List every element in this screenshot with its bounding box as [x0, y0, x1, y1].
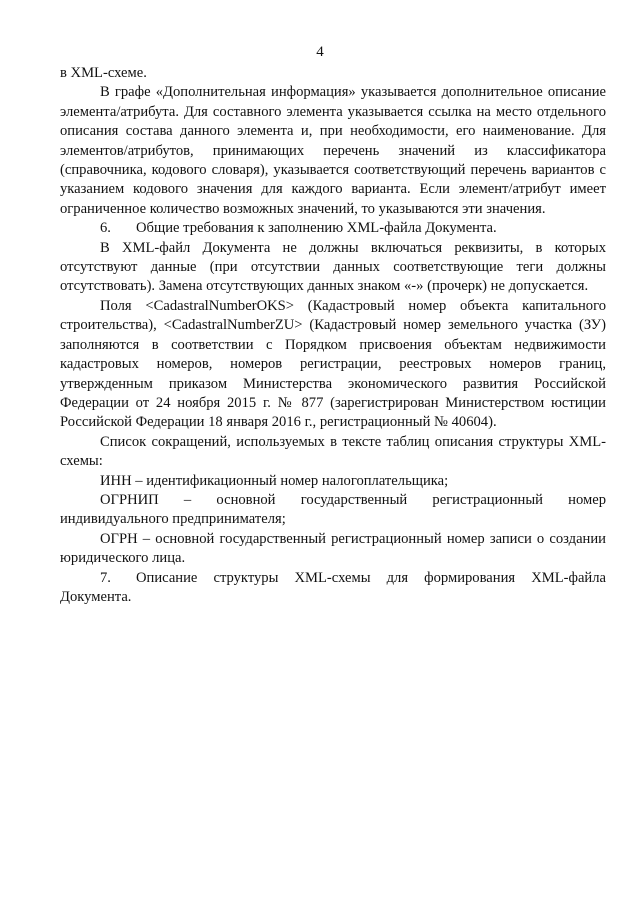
- abbreviation-inn: ИНН – идентификационный номер налогоплательщика;: [100, 472, 449, 489]
- page-number: 4: [316, 44, 324, 60]
- paragraph-no-empty-requisites: В XML-файл Документа не должны включаться реквизиты, в которых отсутствуют данные (при отсутствии данных соответствующие теги должны отсутствовать). Замена отсутствующих данных знаком «-» (прочерк) не допускается.: [60, 239, 606, 295]
- section-6-heading: [60, 219, 606, 238]
- abbreviation-ogrn: ОГРН – основной государственный регистрационный номер записи о создании юридического лица.: [60, 530, 606, 567]
- paragraph-additional-info: В графе «Дополнительная информация» указывается дополнительное описание элемента/атрибута. Для составного элемента указывается ссылка на место отдельного описания состава данного элемента и, при необходимости, его наименование. Для элементов/атрибутов, принимающих перечень значений из классификатора (справочника, кодового словаря), указывается соответствующий перечень вариантов с указанием кодового значения для каждого варианта. Если элемент/атрибут имеет ограниченное количество возможных значений, то указываются эти значения.: [60, 84, 606, 217]
- section-7-number: 7.: [100, 569, 111, 586]
- document-body: [60, 64, 606, 607]
- section-7-heading: [60, 569, 606, 608]
- paragraph-abbreviations-intro: Список сокращений, используемых в тексте таблиц описания структуры XML-схемы:: [60, 433, 606, 470]
- section-6-number: 6.: [100, 220, 111, 237]
- section-7-title: Описание структуры XML-схемы для формирования XML-файла Документа.: [60, 569, 606, 605]
- paragraph-continuation: в XML-схеме.: [60, 65, 147, 81]
- abbreviation-ogrnip: ОГРНИП – основной государственный регистрационный номер индивидуального предпринимателя;: [60, 491, 606, 528]
- section-6-title: Общие требования к заполнению XML-файла Документа.: [136, 220, 497, 237]
- paragraph-cadastral-fields: Поля <CadastralNumberOKS> (Кадастровый номер объекта капитального строительства), <CadastralNumberZU> (Кадастровый номер земельного участка (ЗУ) заполняются в соответствии с Порядком присвоения объектам недвижимости кадастровых номеров, номеров регистрации, реестровых номеров границ, утвержденным приказом Министерства экономического развития Российской Федерации от 24 ноября 2015 г. № 877 (зарегистрирован Министерством юстиции Российской Федерации 18 января 2016 г., регистрационный № 40604).: [60, 297, 606, 431]
